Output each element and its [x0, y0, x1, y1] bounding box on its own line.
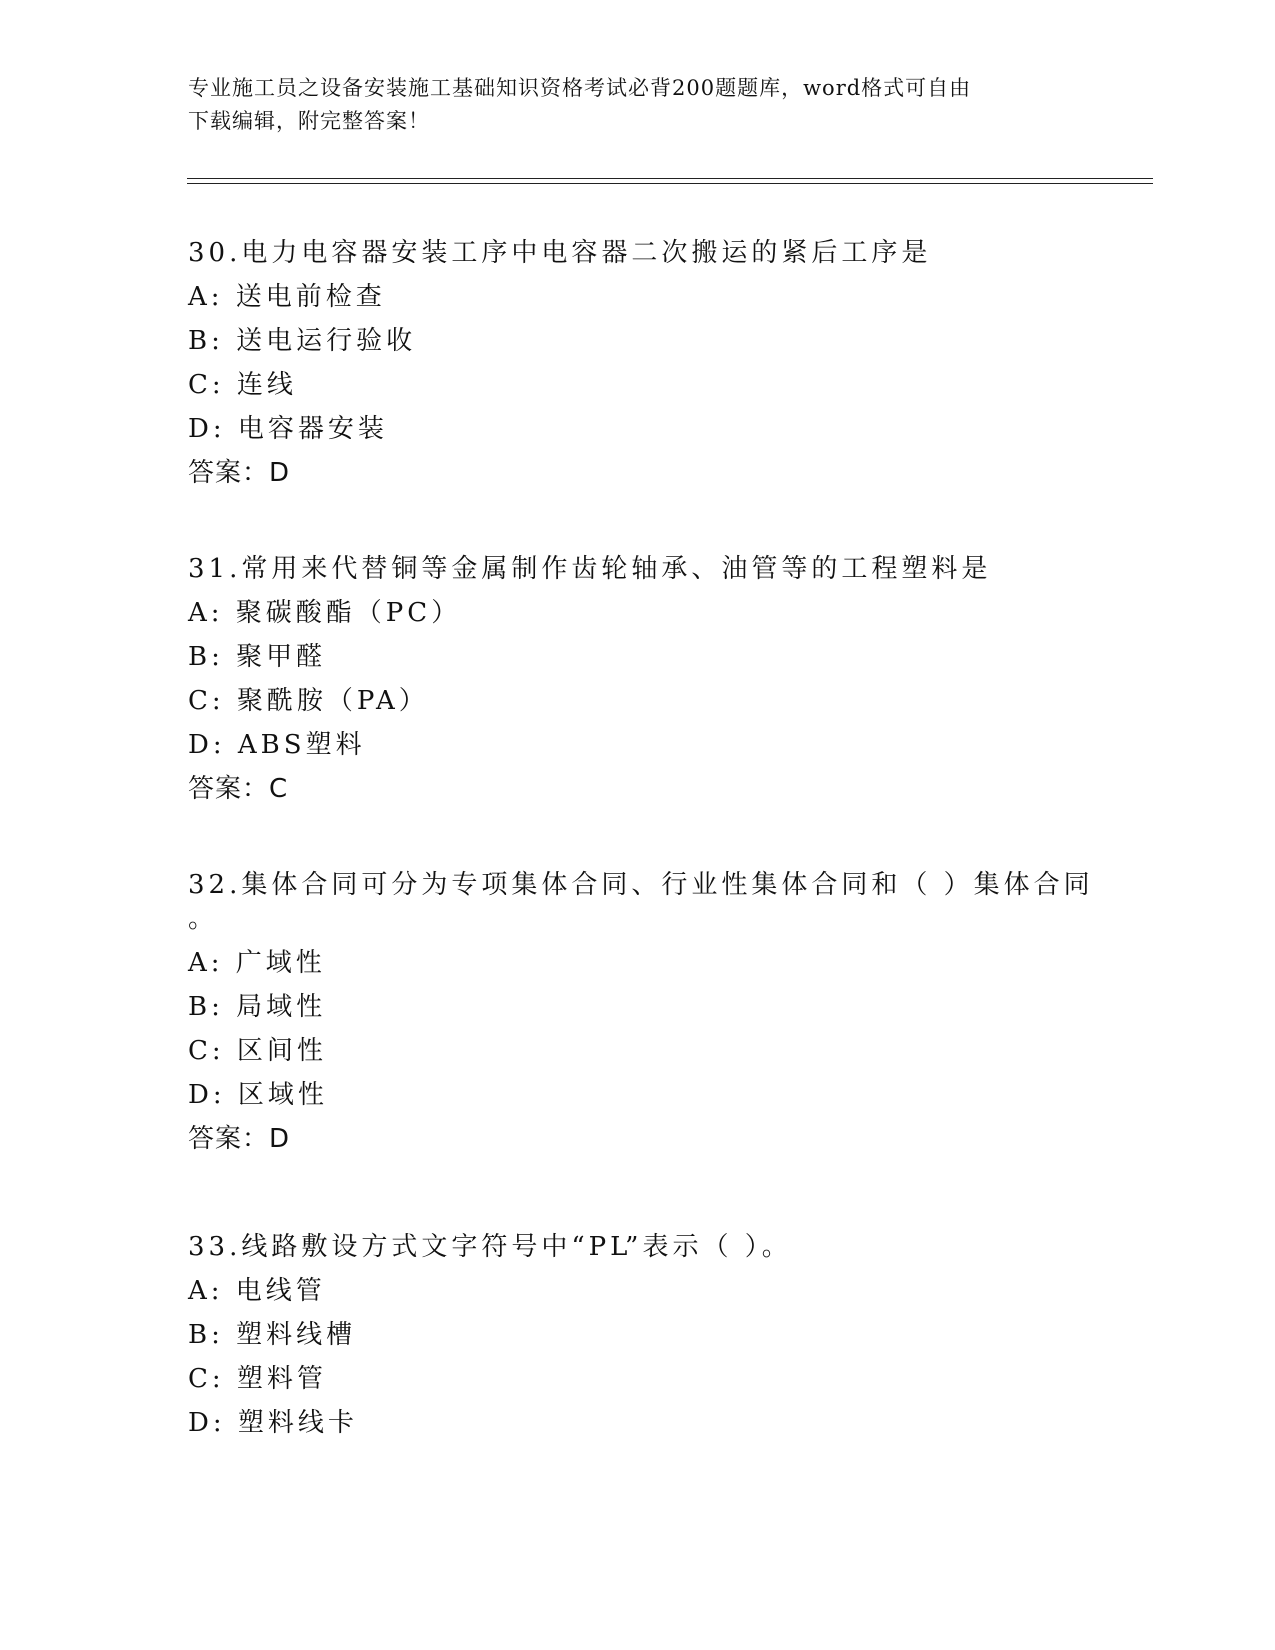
option-d: D: ABS塑料	[188, 730, 366, 760]
question-title: 33.线路敷设方式文字符号中“PL”表示（ ）。	[188, 1232, 792, 1262]
option-a: A: 电线管	[188, 1276, 326, 1306]
question-title: 32.集体合同可分为专项集体合同、行业性集体合同和（ ）集体合同	[188, 870, 1094, 900]
option-c: C: 聚酰胺（PA）	[188, 686, 429, 716]
answer-line: 答案：D	[188, 458, 291, 488]
header-divider-bottom	[187, 183, 1153, 184]
option-d: D: 塑料线卡	[188, 1408, 358, 1438]
option-b: B: 塑料线槽	[188, 1320, 357, 1350]
answer-line: 答案：C	[188, 774, 289, 804]
option-a: A: 送电前检查	[188, 282, 386, 312]
option-d: D: 区域性	[188, 1080, 328, 1110]
question-title: 30.电力电容器安装工序中电容器二次搬运的紧后工序是	[188, 238, 932, 268]
option-d: D: 电容器安装	[188, 414, 388, 444]
option-c: C: 区间性	[188, 1036, 327, 1066]
option-a: A: 聚碳酸酯（PC）	[188, 598, 462, 628]
header-line-2: 下载编辑，附完整答案！	[188, 109, 430, 133]
option-b: B: 聚甲醛	[188, 642, 327, 672]
option-b: B: 局域性	[188, 992, 327, 1022]
option-a: A: 广域性	[188, 948, 326, 978]
option-c: C: 塑料管	[188, 1364, 327, 1394]
question-title-continuation: 。	[188, 904, 219, 934]
answer-line: 答案：D	[188, 1124, 291, 1154]
header-line-1: 专业施工员之设备安装施工基础知识资格考试必背200题题库，word格式可自由	[188, 76, 972, 100]
option-c: C: 连线	[188, 370, 297, 400]
document-header	[188, 72, 1088, 138]
header-divider-top	[187, 178, 1153, 179]
option-b: B: 送电运行验收	[188, 326, 417, 356]
question-title: 31.常用来代替铜等金属制作齿轮轴承、油管等的工程塑料是	[188, 554, 992, 584]
